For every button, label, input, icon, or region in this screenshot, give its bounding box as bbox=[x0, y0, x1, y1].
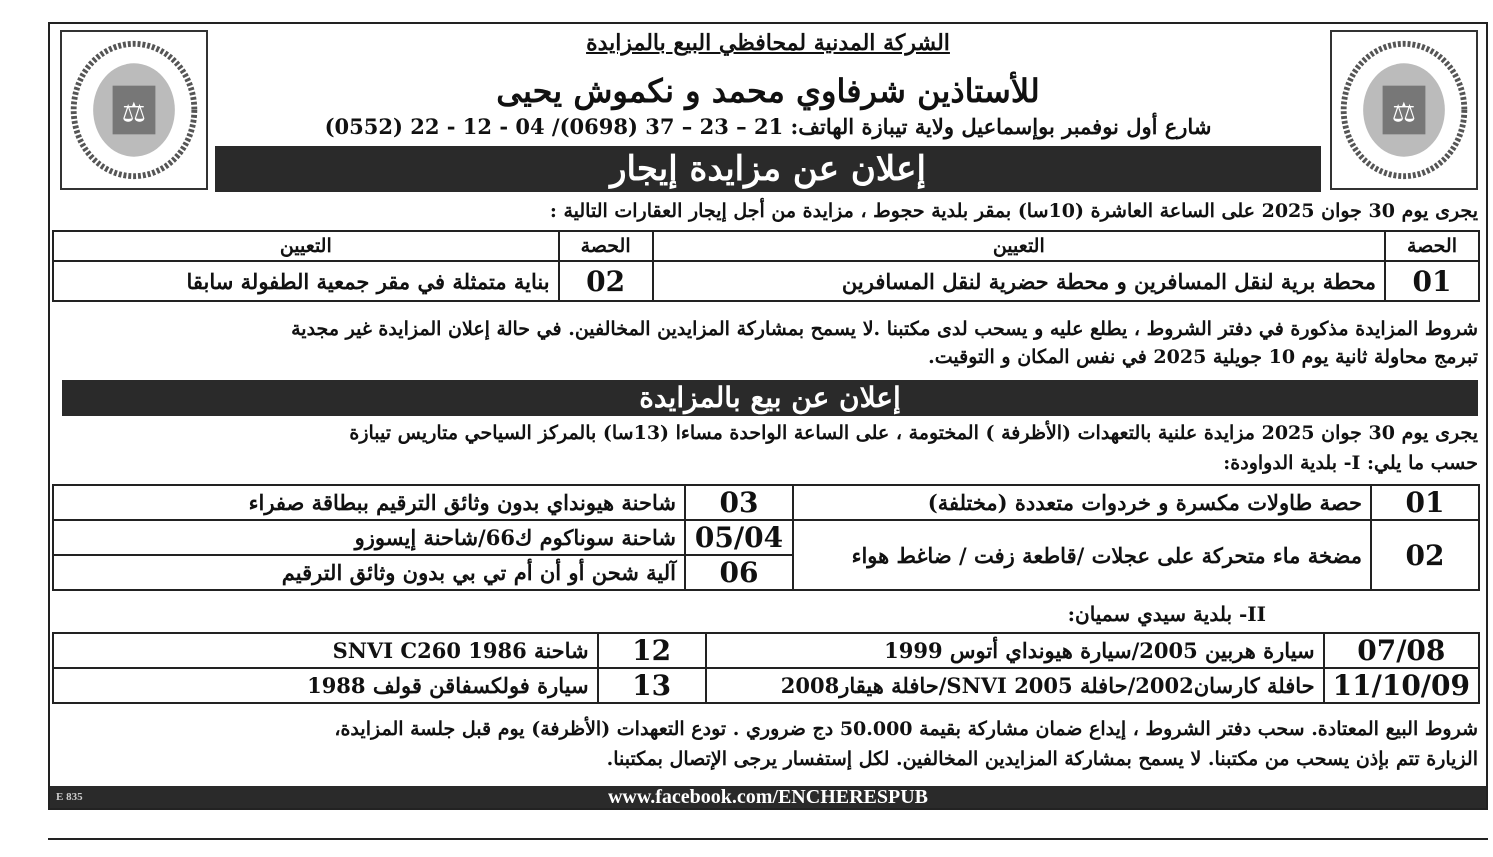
sale-terms: شروط البيع المعتادة. سحب دفتر الشروط ، إيداع ضمان مشاركة بقيمة 50.000 دج ضروري . تودع التعهدات (الأظرفة) يوم قبل جلسة المزايدة، bbox=[334, 718, 1478, 740]
lot-description: سيارة هربين 2005/سيارة هيونداي أتوس 1999 bbox=[706, 633, 1324, 668]
rent-terms: شروط المزايدة مذكورة في دفتر الشروط ، يطلع عليه و يسحب لدى مكتبنا .لا يسمح بمشاركة المزايدين المخالفين. في حالة إعلان المزايدة غير مجدية bbox=[291, 318, 1478, 340]
rent-table bbox=[52, 230, 1480, 302]
address-phone: شارع أول نوفمبر بوإسماعيل ولاية تيبازة الهاتف: 21 – 23 – 37 (0698)/ 04 - 12 - 22 (0552) bbox=[324, 114, 1212, 139]
sale-section1-title: حسب ما يلي: I- بلدية الدواودة: bbox=[1223, 452, 1478, 474]
col-lot: الحصة bbox=[1385, 231, 1479, 261]
rent-intro: يجرى يوم 30 جوان 2025 على الساعة العاشرة (10سا) بمقر بلدية حجوط ، مزايدة من أجل إيجار العقارات التالية : bbox=[549, 200, 1478, 222]
sale-intro: يجرى يوم 30 جوان 2025 مزايدة علنية بالتعهدات (الأظرفة ) المختومة ، على الساعة الواحدة مساءا (13سا) بالمركز السياحي متاريس تيبازة bbox=[349, 422, 1478, 444]
rent-title: إعلان عن مزايدة إيجار bbox=[215, 146, 1321, 192]
lot-number: 05/04 bbox=[685, 520, 793, 555]
sale-section2-title: II- بلدية سيدي سميان: bbox=[1067, 602, 1266, 626]
lot-description: شاحنة سوناكوم ك66/شاحنة إيسوزو bbox=[53, 520, 685, 555]
lot-number: 02 bbox=[559, 261, 653, 301]
company-name: الشركة المدنية لمحافظي البيع بالمزايدة bbox=[586, 30, 950, 56]
auctioneers-names: للأستاذين شرفاوي محمد و نكموش يحيى bbox=[496, 72, 1040, 110]
lot-description: شاحنة SNVI C260 1986 bbox=[53, 633, 598, 668]
lot-number: 07/08 bbox=[1324, 633, 1479, 668]
footer-url-bar bbox=[50, 786, 1486, 808]
sale-table-2 bbox=[52, 632, 1480, 704]
lot-description: شاحنة هيونداي بدون وثائق الترقيم ببطاقة صفراء bbox=[53, 485, 685, 520]
lot-number: 01 bbox=[1385, 261, 1479, 301]
lot-number: 11/10/09 bbox=[1324, 668, 1479, 703]
seal-logo-right bbox=[1330, 30, 1478, 190]
lot-number: 06 bbox=[685, 555, 793, 590]
sale-terms-2: الزيارة تتم بإذن يسحب من مكتبنا. لا يسمح بمشاركة المزايدين المخالفين. لكل إستفسار يرجى الإتصال بمكتبنا. bbox=[606, 748, 1478, 770]
next-ad-border bbox=[48, 838, 1488, 854]
col-desc: التعيين bbox=[53, 231, 559, 261]
lot-description: بناية متمثلة في مقر جمعية الطفولة سابقا bbox=[53, 261, 559, 301]
lot-description: محطة برية لنقل المسافرين و محطة حضرية لنقل المسافرين bbox=[653, 261, 1385, 301]
lot-description: مضخة ماء متحركة على عجلات /قاطعة زفت / ضاغط هواء bbox=[793, 520, 1371, 590]
rent-terms-2: تبرمج محاولة ثانية يوم 10 جويلية 2025 في نفس المكان و التوقيت. bbox=[928, 346, 1478, 368]
lot-description: حافلة كارسان2002/حافلة SNVI 2005/حافلة هيقار2008 bbox=[706, 668, 1324, 703]
header bbox=[50, 24, 1486, 194]
lot-number: 12 bbox=[598, 633, 706, 668]
col-desc: التعيين bbox=[653, 231, 1385, 261]
lot-description: آلية شحن أو أن أم تي بي بدون وثائق الترقيم bbox=[53, 555, 685, 590]
col-lot: الحصة bbox=[559, 231, 653, 261]
ad-code: E 835 bbox=[56, 791, 83, 803]
lot-number: 01 bbox=[1371, 485, 1479, 520]
footer-url: www.facebook.com/ENCHERESPUB bbox=[607, 786, 928, 808]
lot-number: 03 bbox=[685, 485, 793, 520]
svg-text:⚖: ⚖ bbox=[121, 97, 147, 129]
lot-description: حصة طاولات مكسرة و خردوات متعددة (مختلفة) bbox=[793, 485, 1371, 520]
lot-number: 02 bbox=[1371, 520, 1479, 590]
lot-description: سيارة فولكسفاقن قولف 1988 bbox=[53, 668, 598, 703]
announcement-frame bbox=[48, 22, 1488, 810]
sale-title: إعلان عن بيع بالمزايدة bbox=[62, 380, 1478, 416]
sale-table-1 bbox=[52, 484, 1480, 591]
lot-number: 13 bbox=[598, 668, 706, 703]
svg-text:⚖: ⚖ bbox=[1391, 97, 1417, 129]
seal-logo-left bbox=[60, 30, 208, 190]
